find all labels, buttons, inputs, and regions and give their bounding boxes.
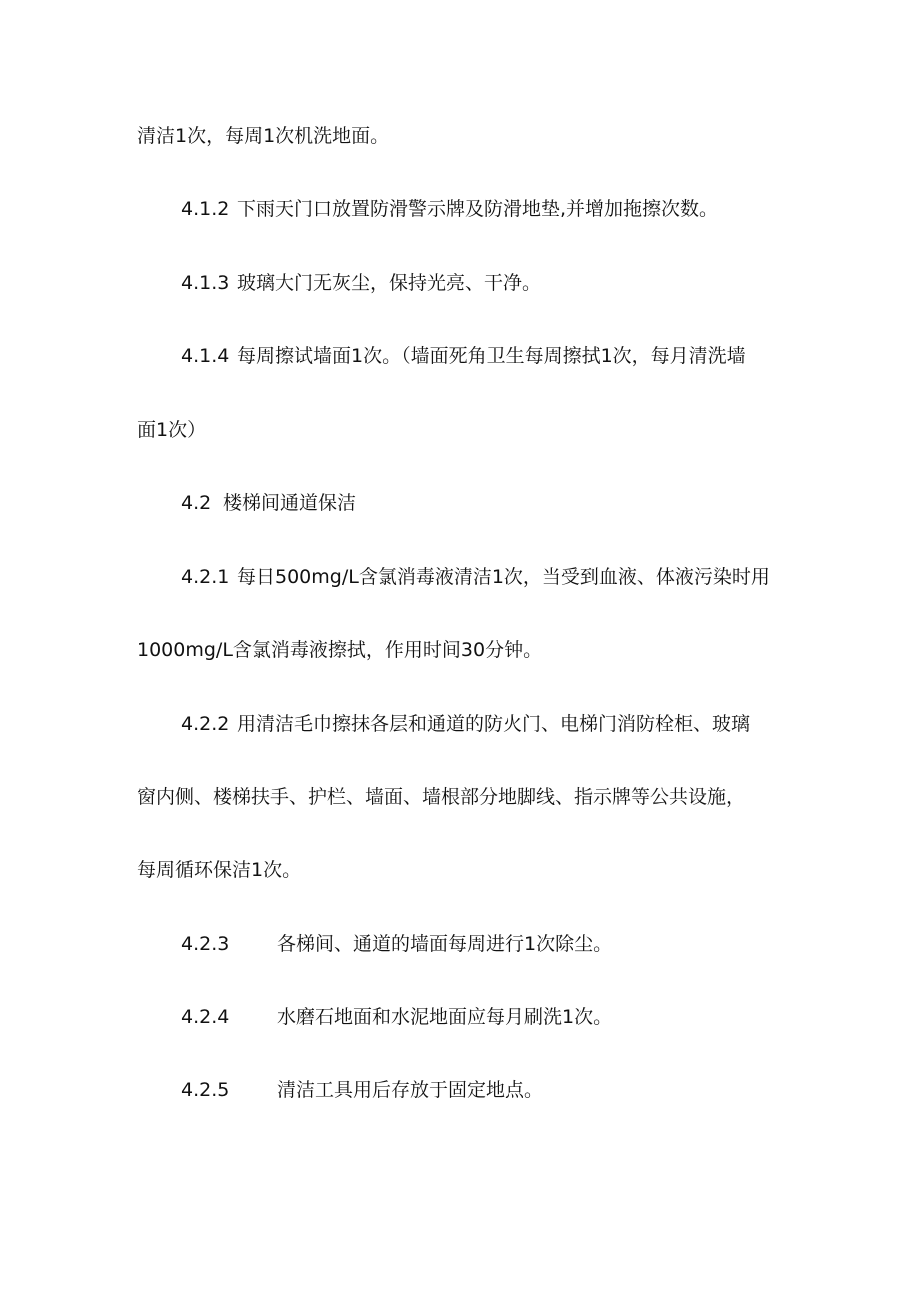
clause-number: 4.2.1	[181, 566, 230, 588]
clause-4-2-5	[181, 1078, 543, 1102]
line-text: 窗内侧、楼梯扶手、护栏、墙面、墙根部分地脚线、指示牌等公共设施，	[137, 786, 746, 808]
clause-text: 各梯间、通道的墙面每周进行1次除尘。	[277, 933, 613, 955]
clause-number: 4.2.5	[181, 1079, 230, 1101]
line-text: 清洁1次，每周1次机洗地面。	[137, 125, 390, 147]
clause-text: 用清洁毛巾擦抹各层和通道的防火门、电梯门消防栓柜、玻璃	[237, 713, 751, 735]
clause-number: 4.2.4	[181, 1006, 230, 1028]
clause-text: 水磨石地面和水泥地面应每月刷洗1次。	[277, 1006, 613, 1028]
line-text: 每周循环保洁1次。	[137, 859, 302, 881]
clause-number: 4.1.3	[181, 272, 230, 294]
clause-4-1-3	[181, 271, 541, 295]
clause-number: 4.2.2	[181, 713, 230, 735]
clause-number: 4.1.2	[181, 198, 230, 220]
paragraph-line	[137, 124, 389, 148]
line-text: 面1次）	[137, 419, 207, 441]
clause-4-2-1	[181, 565, 770, 589]
section-title: 楼梯间通道保洁	[223, 492, 357, 514]
clause-text: 玻璃大门无灰尘，保持光亮、干净。	[237, 272, 542, 294]
clause-4-2-3	[181, 932, 612, 956]
clause-text: 下雨天门口放置防滑警示牌及防滑地垫,并增加拖擦次数。	[237, 198, 719, 220]
clause-4-2-2	[181, 712, 750, 736]
paragraph-line	[137, 858, 301, 882]
clause-text: 每日500mg/L含氯消毒液清洁1次，当受到血液、体液污染时用	[237, 566, 770, 588]
clause-4-1-2	[181, 197, 718, 221]
line-text: 1000mg/L含氯消毒液擦拭，作用时间30分钟。	[137, 639, 543, 661]
clause-number: 4.1.4	[181, 345, 230, 367]
paragraph-line	[137, 638, 542, 662]
clause-text: 每周擦试墙面1次。（墙面死角卫生每周擦拭1次，每月清洗墙	[237, 345, 746, 367]
clause-4-1-4	[181, 344, 746, 368]
section-number: 4.2	[181, 492, 212, 514]
clause-4-2-4	[181, 1005, 612, 1029]
clause-text: 清洁工具用后存放于固定地点。	[277, 1079, 544, 1101]
section-heading-4-2	[181, 491, 356, 515]
paragraph-line	[137, 418, 206, 442]
clause-number: 4.2.3	[181, 933, 230, 955]
paragraph-line	[137, 785, 745, 809]
